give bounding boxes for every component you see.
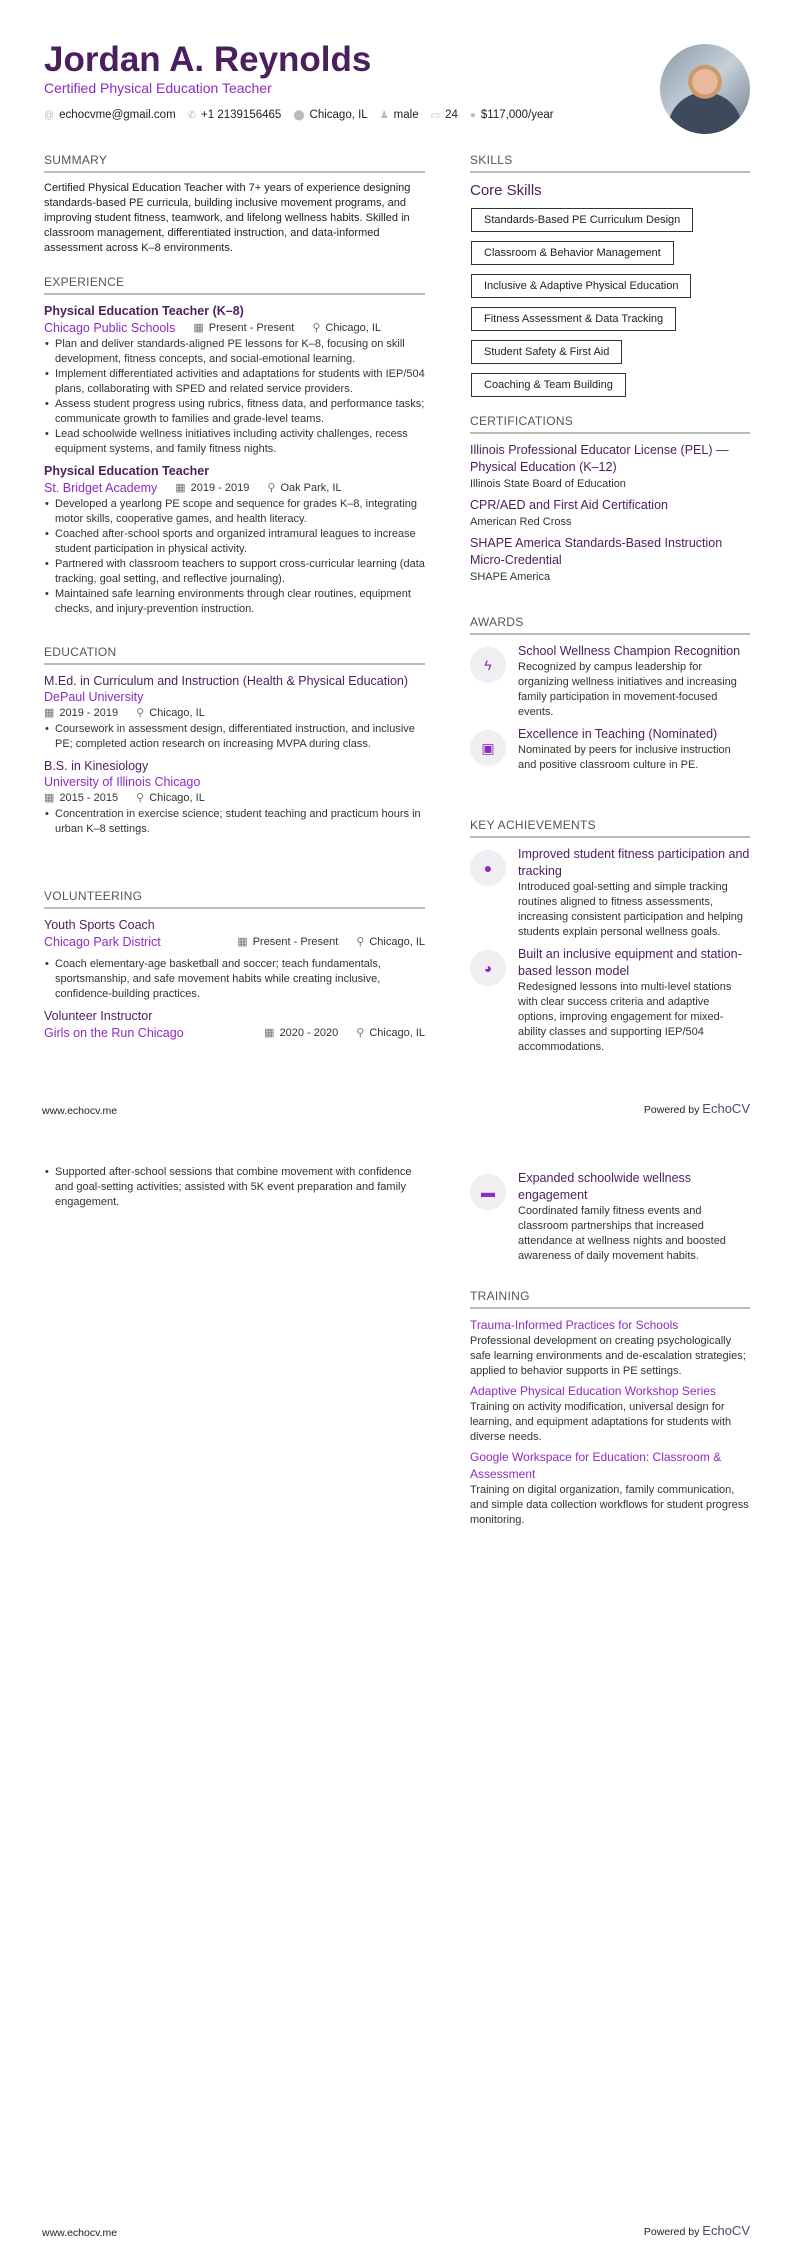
at-icon: @ [44,110,55,121]
bullet: • Maintained safe learning environments through clear routines, equipment checks, and injury-prevention instruction. [44,587,425,617]
footer-site-link[interactable]: www.echocv.me [42,1105,118,1117]
training-desc: Training on digital organization, family communication, and simple data collection workflows for student progress monitoring. [470,1484,749,1526]
training-title: Trauma-Informed Practices for Schools [470,1318,679,1332]
achievement-title: Expanded schoolwide wellness engagement [518,1171,692,1202]
volunteering-item [44,917,425,1002]
bullet: • Coached after-school sports and organized intramural leagues to increase student participation in physical activity. [44,527,425,557]
cert-title: Illinois Professional Educator License (PEL) — Physical Education (K–12) [470,443,729,474]
location-icon: ⚲ [356,1027,365,1039]
training-section [470,1289,750,1528]
bullet: • Developed a yearlong PE scope and sequence for grades K–8, integrating motor skills, cooperative games, and health literacy. [44,497,425,527]
achievement-desc: Redesigned lessons into multi-level stations with clear success criteria and adaptive options, improving engagement for mixed-ability classes and supporting IEP/504 accommodations. [518,981,732,1053]
skill-chip: Standards-Based PE Curriculum Design [471,208,693,232]
edu-dates: 2015 - 2015 [59,792,119,804]
salary-icon: ● [469,110,476,121]
bullet: • Coach elementary-age basketball and soccer; teach fundamentals, sportsmanship, and safe movement habits while creating inclusive, confidence-building practices. [44,957,425,1002]
powered-label: Powered by [643,1104,700,1116]
footer-powered [644,2223,750,2240]
job-location: Chicago, IL [325,322,382,334]
training-desc: Professional development on creating psychologically safe learning environments and de-escalation strategies; applied to behavior supports in PE settings. [470,1335,746,1377]
volunteering-continued [44,1165,425,1216]
footer-powered [644,1101,750,1118]
skills-group-title: Core Skills [470,182,542,199]
location-icon: ⚲ [136,792,145,804]
volunteer-dates: 2020 - 2020 [279,1027,339,1039]
achievement-item [470,846,750,940]
volunteer-org: Chicago Park District [44,935,161,949]
bullet: • Lead schoolwide wellness initiatives including activity challenges, recess equipment systems, and family fitness nights. [44,427,425,457]
award-item [470,643,750,720]
skill-chip: Inclusive & Adaptive Physical Education [471,274,691,298]
training-title: Adaptive Physical Education Workshop Series [470,1384,716,1398]
section-heading: KEY ACHIEVEMENTS [470,818,750,838]
achievement-desc: Introduced goal-setting and simple tracking routines aligned to fitness assessments, increasing consistent participation and helping students explain personal wellness goals. [518,881,744,938]
contact-email[interactable]: @ echocvme@gmail.com [44,109,176,121]
contact-gender: ♟ male [379,109,419,121]
bookmark-icon: ▣ [470,730,506,766]
location-icon: ⚲ [312,322,321,334]
education-item [44,758,425,837]
bullet: • Concentration in exercise science; student teaching and practicum hours in urban K–8 settings. [44,807,425,837]
volunteer-location: Chicago, IL [369,1027,425,1039]
contact-location: ⬤ Chicago, IL [293,109,368,121]
calendar-icon: ▦ [175,482,186,494]
training-desc: Training on activity modification, universal design for learning, and equipment adaptations for students with diverse needs. [470,1401,732,1443]
skill-chip: Fitness Assessment & Data Tracking [471,307,676,331]
job-title: Physical Education Teacher [44,464,210,478]
bullet: • Coursework in assessment design, differentiated instruction, and inclusive PE; completed action research on increasing MVPA during class. [44,722,425,752]
cert-issuer: Illinois State Board of Education [470,478,626,490]
volunteer-location: Chicago, IL [369,936,425,948]
experience-item [44,303,425,457]
school-name: University of Illinois Chicago [44,775,201,789]
company-name: St. Bridget Academy [44,481,158,495]
brand-logo: EchoCV [702,2223,750,2238]
calendar-icon: ▦ [264,1027,275,1039]
contact-salary: ● $117,000/year [469,109,554,121]
section-heading: TRAINING [470,1289,750,1309]
skill-chip: Student Safety & First Aid [471,340,622,364]
calendar-icon: ▦ [237,936,248,948]
bolt-icon: ϟ [470,647,506,683]
coin-icon: ● [470,850,506,886]
calendar-icon: ▦ [193,322,204,334]
achievement-item [470,946,750,1055]
award-item [470,726,750,773]
award-desc: Nominated by peers for inclusive instruction and positive classroom culture in PE. [518,744,731,771]
location-icon: ⬤ [293,110,305,121]
company-name: Chicago Public Schools [44,321,176,335]
volunteer-dates: Present - Present [252,936,339,948]
achievement-item [470,1170,750,1264]
section-heading: CERTIFICATIONS [470,414,750,434]
location-icon: ⚲ [356,936,365,948]
contact-phone[interactable]: ✆ +1 2139156465 [187,109,282,121]
cert-issuer: SHAPE America [470,571,551,583]
achievement-desc: Coordinated family fitness events and classroom partnerships that increased attendance at wellness nights and boosted awareness of daily movement habits. [518,1205,726,1262]
degree: M.Ed. in Curriculum and Instruction (Health & Physical Education) [44,674,409,688]
training-title: Google Workspace for Education: Classroom & Assessment [470,1450,722,1481]
pie-chart-icon: ◕ [470,950,506,986]
summary-section [44,153,425,256]
volunteer-role: Youth Sports Coach [44,918,155,932]
volunteering-section [44,889,425,1042]
skills-section [470,153,750,403]
location-icon: ⚲ [267,482,276,494]
powered-label: Powered by [643,2226,700,2238]
contact-row [44,108,554,123]
footer-site-link[interactable]: www.echocv.me [42,2227,118,2239]
job-title: Physical Education Teacher (K–8) [44,304,244,318]
candidate-title: Certified Physical Education Teacher [44,80,272,96]
achievements-continued [470,1170,750,1270]
volunteer-role: Volunteer Instructor [44,1009,153,1023]
phone-icon: ✆ [187,110,197,121]
award-title: School Wellness Champion Recognition [518,644,741,658]
experience-section [44,275,425,623]
degree: B.S. in Kinesiology [44,759,149,773]
calendar-icon: ▦ [44,707,55,719]
calendar-icon: ▦ [44,792,55,804]
edu-location: Chicago, IL [149,707,205,719]
edu-location: Chicago, IL [149,792,205,804]
person-icon: ♟ [379,110,389,121]
section-heading: AWARDS [470,615,750,635]
contact-age: ▭ 24 [430,109,458,121]
calendar-icon: ▭ [430,110,441,121]
cert-issuer: American Red Cross [470,516,572,528]
cert-title: CPR/AED and First Aid Certification [470,498,668,512]
award-title: Excellence in Teaching (Nominated) [518,727,718,741]
location-icon: ⚲ [136,707,145,719]
skill-chip: Coaching & Team Building [471,373,626,397]
edu-dates: 2019 - 2019 [59,707,119,719]
bullet: • Plan and deliver standards-aligned PE lessons for K–8, focusing on skill development, fitness concepts, and social-emotional learning. [44,337,425,367]
school-name: DePaul University [44,690,144,704]
education-item [44,673,425,752]
experience-item [44,463,425,617]
chat-icon: ▬ [470,1174,506,1210]
achievement-title: Built an inclusive equipment and station-based lesson model [518,947,742,978]
job-dates: 2019 - 2019 [190,482,250,494]
bullet: • Supported after-school sessions that combine movement with confidence and goal-setting activities; assisted with 5K event preparation and family engagement. [44,1165,425,1210]
candidate-name: Jordan A. Reynolds [44,40,372,79]
section-heading: SUMMARY [44,153,425,173]
section-heading: EXPERIENCE [44,275,425,295]
volunteer-org: Girls on the Run Chicago [44,1026,184,1040]
awards-section [470,615,750,779]
achievement-title: Improved student fitness participation and tracking [518,847,750,878]
skill-chip: Classroom & Behavior Management [471,241,674,265]
summary-text: Certified Physical Education Teacher with 7+ years of experience designing standards-based PE curricula, building inclusive movement programs, and improving student fitness, teamwork, and lifelong wellness habits. Skilled in classroom management, differentiated instruction, and data-informed assessment across K–8 environments. [44,182,411,254]
bullet: • Implement differentiated activities and adaptations for students with IEP/504 plans, collaborating with SPED and related service providers. [44,367,425,397]
section-heading: SKILLS [470,153,750,173]
award-desc: Recognized by campus leadership for organizing wellness initiatives and increasing family participation in movement-focused events. [518,661,737,718]
volunteering-item [44,1008,425,1042]
profile-photo [660,44,750,134]
section-heading: VOLUNTEERING [44,889,425,909]
certifications-section [470,414,750,586]
bullet: • Partnered with classroom teachers to support cross-curricular learning (data tracking, goal setting, and reflective journaling). [44,557,425,587]
bullet: • Assess student progress using rubrics, fitness data, and performance tasks; communicate growth to families and grade-level teams. [44,397,425,427]
brand-logo: EchoCV [702,1101,750,1116]
achievements-section [470,818,750,1061]
cert-title: SHAPE America Standards-Based Instruction Micro-Credential [470,536,723,567]
job-location: Oak Park, IL [280,482,342,494]
education-section [44,645,425,843]
job-dates: Present - Present [208,322,295,334]
section-heading: EDUCATION [44,645,425,665]
